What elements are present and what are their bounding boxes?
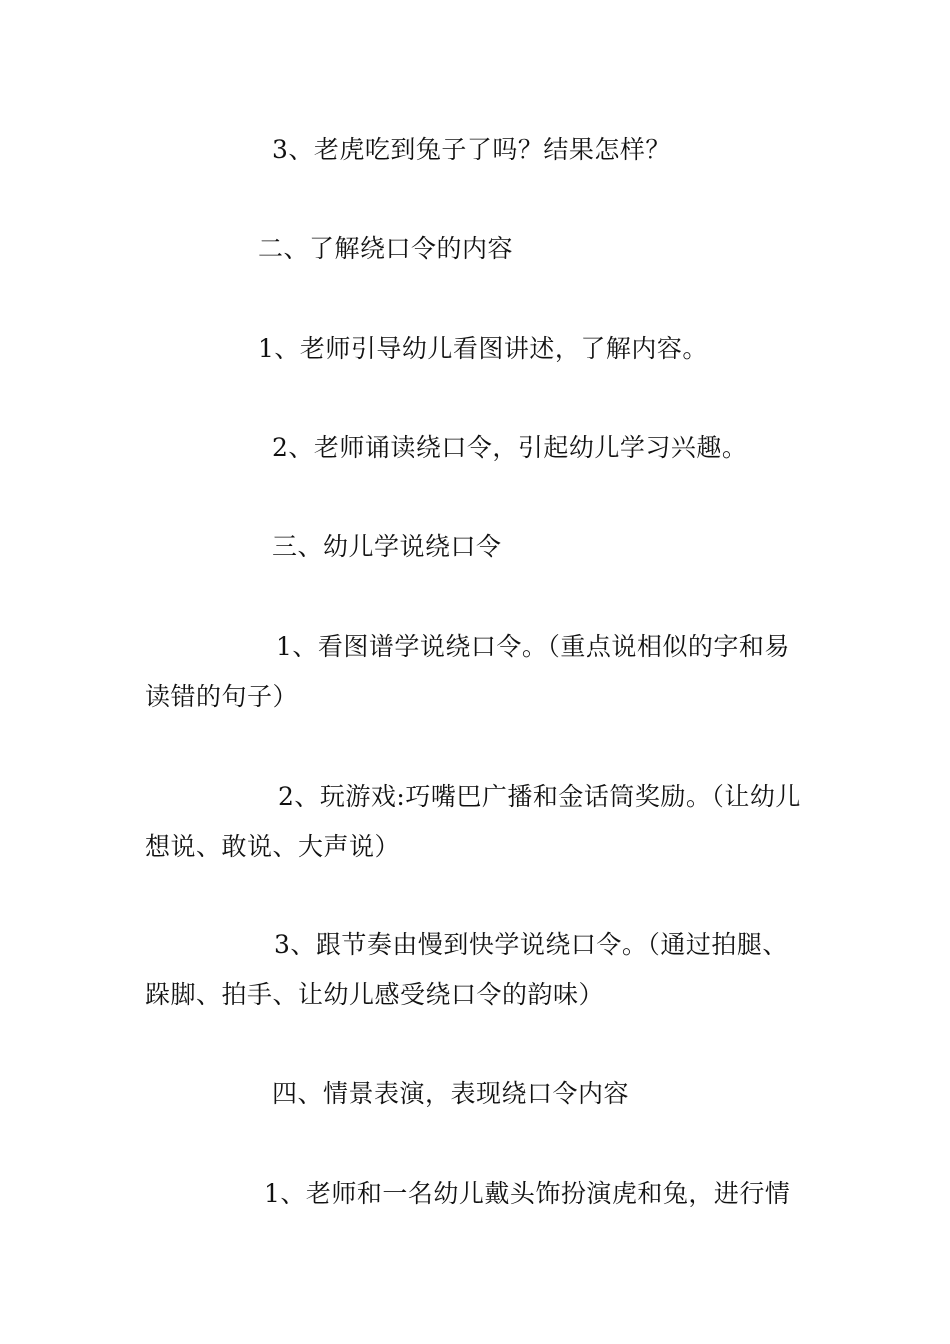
section-heading-4: 四、情景表演，表现绕口令内容 (272, 1079, 630, 1108)
section-heading-3: 三、幼儿学说绕口令 (272, 532, 502, 561)
list-item-teacher-guide: 1、老师引导幼儿看图讲述，了解内容。 (258, 334, 708, 363)
list-item-game: 2、玩游戏:巧嘴巴广播和金话筒奖励。（让幼儿想说、敢说、大声说） (145, 782, 801, 861)
list-item-teacher-recite: 2、老师诵读绕口令，引起幼儿学习兴趣。 (272, 433, 748, 462)
list-item-rhythm: 3、跟节奏由慢到快学说绕口令。（通过拍腿、跺脚、拍手、让幼儿感受绕口令的韵味） (145, 930, 788, 1009)
list-item-question-3: 3、老虎吃到兔子了吗？结果怎样？ (272, 135, 671, 164)
list-item-picture-learning: 1、看图谱学说绕口令。（重点说相似的字和易读错的句子） (145, 632, 790, 711)
section-heading-2: 二、了解绕口令的内容 (258, 234, 514, 263)
list-item-role-play: 1、老师和一名幼儿戴头饰扮演虎和兔，进行情 (264, 1179, 791, 1208)
